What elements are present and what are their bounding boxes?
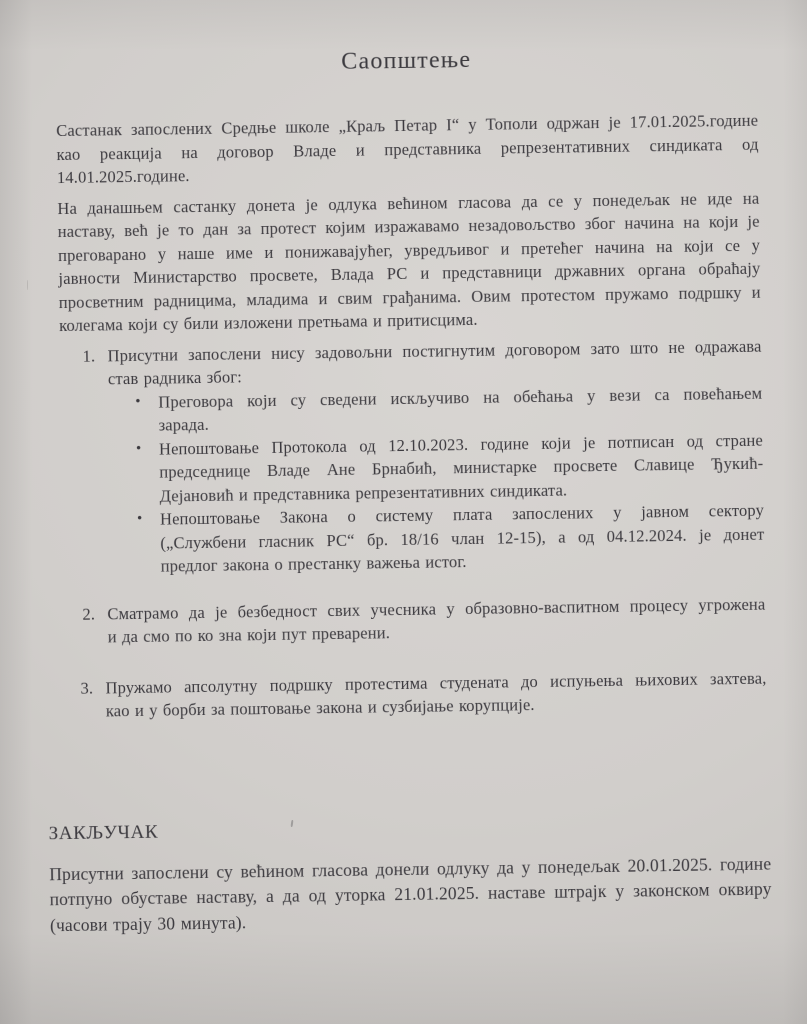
- bullet-icon: •: [135, 393, 141, 410]
- text-line: председнице Владе Ане Брнабић, министарке просвете Славице Ђукић-: [159, 453, 764, 482]
- item-number: 3.: [80, 678, 94, 698]
- bullet-item: [109, 428, 764, 508]
- text-line: јавности Министарство просвете, Влада РС и представници државних органа обраћају: [58, 258, 761, 289]
- text-line: предлог закона о престанку важења истог.: [160, 552, 467, 576]
- paper-smudge: [27, 280, 28, 290]
- text-line: Присутни запослени нису задовољни постигнутим договором зато што не одражава: [107, 336, 762, 365]
- bullet-icon: •: [135, 440, 142, 457]
- document-page: [48, 41, 772, 938]
- text-line: („Службени гласник РС“ бр. 18/16 члан 12-15), а од 04.12.2024. је донет: [160, 524, 765, 553]
- numbered-item-1: [59, 334, 764, 579]
- text-line: Преговора који су сведени искључиво на обећања у вези са повећањем: [158, 383, 763, 412]
- numbered-item-3: [57, 666, 767, 724]
- text-line: Састанак запослених Средње школе „Краљ Петар I“ у Тополи одржан је 17.01.2025.године: [56, 110, 759, 141]
- text-line: преговарано у наше име и понижавајућег, увредљивог и претећег начина на који се у: [57, 235, 761, 265]
- text-line: Сматрамо да је безбедност свих учесника у образовно-васпитном процесу угрожена: [107, 594, 766, 623]
- text-line: просветним радницима, младима и свим грађанима. Овим протестом пружамо подршку и: [58, 282, 761, 312]
- text-line: и да смо по ко зна који пут преварени.: [107, 623, 391, 647]
- bullet-item: [110, 499, 765, 579]
- document-title: Саопштење: [341, 46, 472, 75]
- text-line: зарада.: [158, 414, 210, 435]
- text-line: Непоштовање Протокола од 12.10.2023. године који је потписан од стране: [158, 430, 764, 459]
- text-line: наставу, већ је то дан за протест којим изражавамо незадовољство због начина на који је: [57, 211, 760, 242]
- text-line: Дејановић и представника репрезентативних синдиката.: [159, 480, 568, 506]
- text-line: потпуно обуставе наставу, а да од уторка 21.01.2025. наставе штрајк у законском оквиру: [49, 878, 772, 910]
- conclusion-heading: ЗАКЉУЧАК: [48, 821, 159, 844]
- text-line: На данашњем састанку донета је одлука већином гласова да се у понедељак не иде на: [57, 188, 760, 218]
- text-line: колегама који су били изложени претњама и притисцима.: [58, 309, 478, 336]
- text-line: 14.01.2025.године.: [56, 166, 190, 188]
- intro-paragraph: [56, 109, 759, 190]
- text-line: Присутни запослени су већином гласова донели одлуку да у понедељак 20.01.2025. године: [49, 853, 772, 884]
- decision-paragraph: [57, 186, 761, 337]
- text-line: као реакција на договор Владе и представника репрезентативних синдиката од: [56, 134, 759, 164]
- item-number: 2.: [82, 604, 96, 624]
- text-line: став радника због:: [107, 367, 243, 389]
- text-line: као и у борби за поштовање закона и сузбијање корупције.: [105, 695, 535, 721]
- text-line: Пружамо апсолутну подршку протестима студената до испуњења њихових захтева,: [105, 668, 767, 697]
- text-line: Непоштовање Закона о систему плата запослених у јавном сектору: [159, 500, 765, 529]
- conclusion-paragraph: [49, 851, 772, 938]
- item-number: 1.: [82, 346, 96, 366]
- numbered-item-2: [59, 592, 766, 649]
- text-line: (часови трају 30 минута).: [49, 911, 247, 935]
- bullet-icon: •: [136, 510, 143, 527]
